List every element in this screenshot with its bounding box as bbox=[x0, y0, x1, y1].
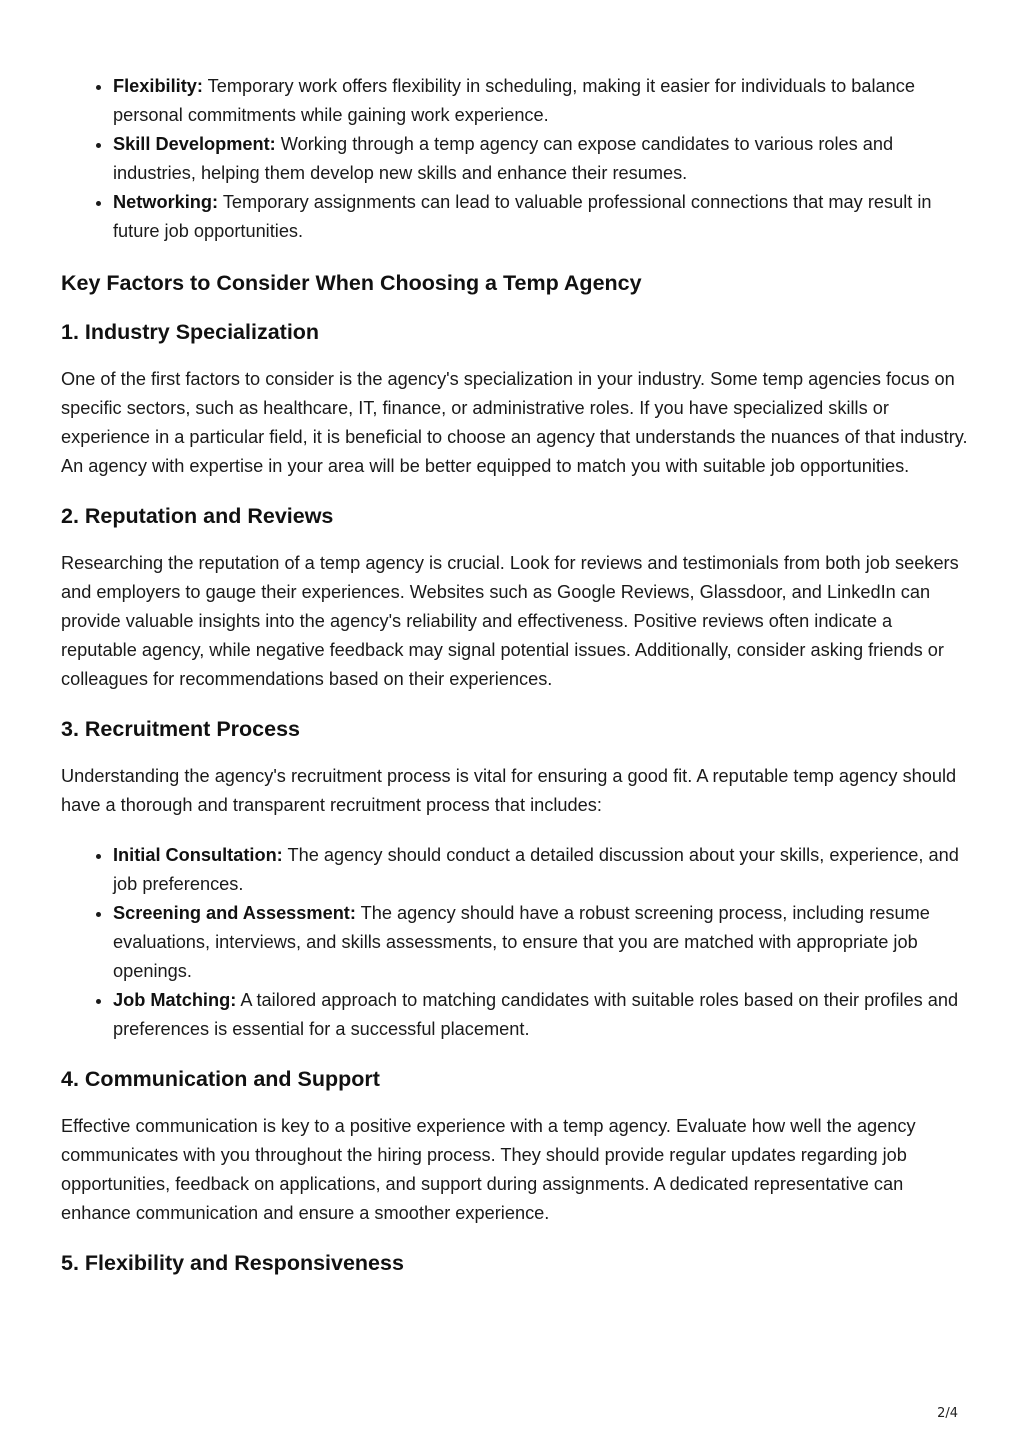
bullet-label: Flexibility: bbox=[113, 76, 203, 96]
bullet-text: Temporary assignments can lead to valuable professional connections that may result in future job opportunities. bbox=[113, 192, 932, 241]
section-paragraph: Effective communication is key to a positive experience with a temp agency. Evaluate how well the agency communicates with you throughout the hiring process. They should provide regular updates regarding job opportunities, feedback on applications, and support during assignments. A dedicated representative can enhance communication and ensure a smoother experience. bbox=[61, 1116, 916, 1223]
benefits-list bbox=[61, 72, 971, 246]
section-paragraph: Understanding the agency's recruitment process is vital for ensuring a good fit. A reputable temp agency should have a thorough and transparent recruitment process that includes: bbox=[61, 766, 957, 815]
bullet-text: The agency should conduct a detailed discussion about your skills, experience, and job preferences. bbox=[113, 845, 959, 894]
section-heading-reputation-reviews: 2. Reputation and Reviews bbox=[61, 504, 334, 528]
list-item bbox=[113, 130, 971, 188]
bullet-label: Networking: bbox=[113, 192, 219, 212]
document-content bbox=[61, 72, 971, 1277]
list-item bbox=[113, 841, 971, 899]
bullet-text: Working through a temp agency can expose candidates to various roles and industries, helping them develop new skills and enhance their resumes. bbox=[113, 134, 894, 183]
bullet-text: A tailored approach to matching candidates with suitable roles based on their profiles and preferences is essential for a successful placement. bbox=[113, 990, 959, 1039]
list-item bbox=[113, 188, 971, 246]
recruitment-steps-list bbox=[61, 841, 971, 1044]
section-heading-communication-support: 4. Communication and Support bbox=[61, 1067, 380, 1091]
section-heading-flexibility-responsiveness: 5. Flexibility and Responsiveness bbox=[61, 1251, 404, 1275]
list-item bbox=[113, 72, 971, 130]
section-heading-industry-specialization: 1. Industry Specialization bbox=[61, 320, 320, 344]
section-heading-recruitment-process: 3. Recruitment Process bbox=[61, 717, 300, 741]
list-item bbox=[113, 986, 971, 1044]
list-item bbox=[113, 899, 971, 986]
main-heading: Key Factors to Consider When Choosing a Temp Agency bbox=[61, 271, 642, 295]
section-paragraph: Researching the reputation of a temp agency is crucial. Look for reviews and testimonials from both job seekers and employers to gauge their experiences. Websites such as Google Reviews, Glassdoor, and LinkedIn can provide valuable insights into the agency's reliability and effectiveness. Positive reviews often indicate a reputable agency, while negative feedback may signal potential issues. Additionally, consider asking friends or colleagues for recommendations based on their experiences. bbox=[61, 553, 959, 689]
bullet-text: The agency should have a robust screening process, including resume evaluations, interviews, and skills assessments, to ensure that you are matched with appropriate job openings. bbox=[113, 903, 930, 981]
bullet-label: Initial Consultation: bbox=[113, 845, 283, 865]
page-number: 2/4 bbox=[937, 1406, 958, 1421]
bullet-label: Skill Development: bbox=[113, 134, 276, 154]
bullet-label: Screening and Assessment: bbox=[113, 903, 356, 923]
section-paragraph: One of the first factors to consider is the agency's specialization in your industry. Some temp agencies focus on specific sectors, such as healthcare, IT, finance, or administrative roles. If you have specialized skills or experience in a particular field, it is beneficial to choose an agency that understands the nuances of that industry. An agency with expertise in your area will be better equipped to match you with suitable job opportunities. bbox=[61, 369, 968, 476]
bullet-label: Job Matching: bbox=[113, 990, 237, 1010]
bullet-text: Temporary work offers flexibility in scheduling, making it easier for individuals to balance personal commitments while gaining work experience. bbox=[113, 76, 915, 125]
